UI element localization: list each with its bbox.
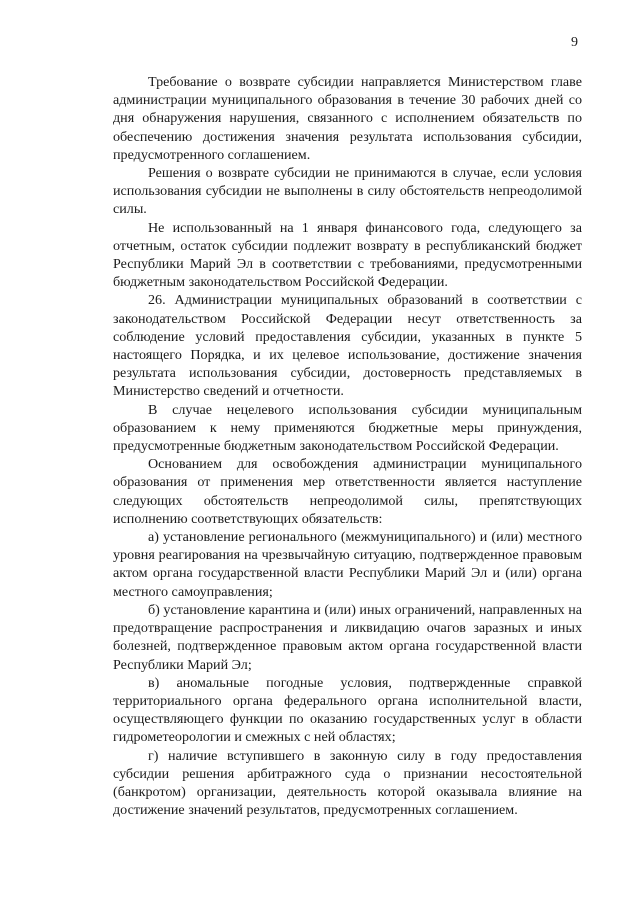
paragraph-no-return-force-majeure: Решения о возврате субсидии не принимаются в случае, если условия использования субсидии не выполнены в силу обстоятельств непреодолимой силы. [113,165,582,218]
list-item-v: в) аномальные погодные условия, подтвержденные справкой территориального органа федерального органа исполнительной власти, осуществляющего функции по оказанию государственных услуг в области гидрометеорологии и смежных с ней областях; [113,674,582,746]
paragraph-subsidy-return-demand: Требование о возврате субсидии направляется Министерством главе администрации муниципального образования в течение 30 рабочих дней со дня обнаружения нарушения, связанного с исполнением обязательств по обеспечению достижения значения результата использования субсидии, предусмотренного соглашением. [113,74,582,163]
page-number: 9 [571,35,578,50]
list-item-a: а) установление регионального (межмуниципального) и (или) местного уровня реагирования на чрезвычайную ситуацию, подтвержденное правовым актом органа государственной власти Республики Марий Эл и (или) органа местного самоуправления; [113,529,582,600]
paragraph-exemption-grounds: Основанием для освобождения администрации муниципального образования от применения мер ответственности является наступление следующих обстоятельств непреодолимой силы, препятствующих исполнению соответствующих обязательств: [113,456,582,527]
list-item-b: б) установление карантина и (или) иных ограничений, направленных на предотвращение распространения и ликвидацию очагов заразных и иных болезней, подтвержденное правовым актом органа государственной власти Республики Марий Эл; [113,601,582,673]
body-text [113,73,582,819]
list-item-g: г) наличие вступившего в законную силу в году предоставления субсидии решения арбитражного суда о признании несостоятельной (банкротом) организации, деятельность которой оказывала влияние на достижение значений результатов, предусмотренных соглашением. [113,747,582,819]
paragraph-unused-balance: Не использованный на 1 января финансового года, следующего за отчетным, остаток субсидии подлежит возврату в республиканский бюджет Республики Марий Эл в соответствии с требованиями, предусмотренными бюджетным законодательством Российской Федерации. [113,219,582,291]
paragraph-misuse-measures: В случае нецелевого использования субсидии муниципальным образованием к нему применяются бюджетные меры принуждения, предусмотренные бюджетным законодательством Российской Федерации. [113,401,582,455]
paragraph-section-26: 26. Администрации муниципальных образований в соответствии с законодательством Российской Федерации несут ответственность за соблюдение условий предоставления субсидии, указанных в пункте 5 настоящего Порядка, и их целевое использование, достижение значения результата использования субсидии, достоверность представляемых в Министерство сведений и отчетности. [113,292,582,400]
